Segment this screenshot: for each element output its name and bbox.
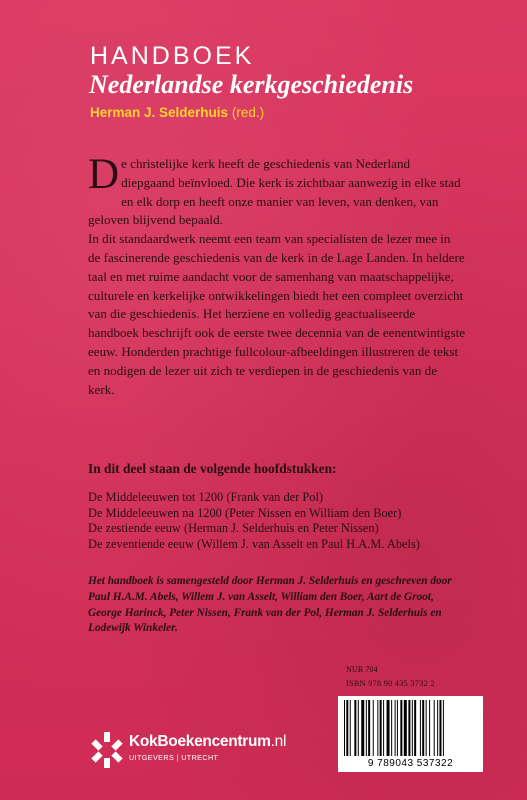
chapter-item: De zestiende eeuw (Herman J. Selderhuis en Peter Nissen) — [88, 521, 379, 536]
intro-paragraph-1-text: e christelijke kerk heeft de geschiedenis van Nederland diepgaand beïnvloed. Die kerk is zichtbaar aanwezig in elke stad en elk dorp en heeft onze manier van leven, van denken, van geloven blijvend bepaald. — [88, 156, 461, 228]
nur-code: NUR 704 — [346, 665, 378, 674]
authors-note: Het handboek is samengesteld door Herman J. Selderhuis en geschreven door Paul H.A.M. Abels, Willem J. van Asselt, William den Boer, Aart de Groot, George Harinck, Peter Nissen, Frank van der Pol, Herman J. Selderhuis en Lodewijk Winkeler. — [88, 575, 452, 635]
chapter-item: De Middeleeuwen tot 1200 (Frank van der Pol) — [88, 490, 324, 504]
chapters-heading: In dit deel staan de volgende hoofdstukken: — [88, 461, 337, 476]
barcode-label — [338, 696, 483, 772]
publisher-tagline: UITGEVERS | UTRECHT — [129, 753, 219, 762]
drop-cap: D — [88, 151, 120, 198]
barcode-image — [344, 700, 477, 756]
intro-paragraph-1 — [88, 151, 466, 230]
book-title: Nederlandse kerkgeschiedenis — [89, 70, 414, 99]
publisher-name: KokBoekencentrum.nl — [129, 733, 287, 750]
editor-line — [90, 105, 264, 120]
chapter-item: De zeventiende eeuw (Willem J. van Asselt en Paul H.A.M. Abels) — [88, 537, 420, 552]
intro-paragraph-2: In dit standaardwerk neemt een team van specialisten de lezer mee in de fascinerende geschiedenis van de kerk in de Lage Landen. In heldere taal en met ruime aandacht voor de samenhang van maatschappelijke, culturele en kerkelijke ontwikkelingen biedt het een compleet overzicht van die geschiedenis. Het herziene en volledig geactualiseerde handboek beschrijft ook de eerste twee decennia van de eenentwintigste eeuw. Honderden prachtige fullcolour-afbeeldingen illustreren de tekst en nodigen de lezer uit zich te verdiepen in de geschiedenis van de kerk. — [88, 231, 466, 397]
isbn-code: ISBN 978 90 435 3732 2 — [346, 679, 435, 688]
series-label: HANDBOEK — [90, 42, 255, 70]
star-cross-icon — [90, 730, 124, 770]
editor-name: Herman J. Selderhuis — [90, 105, 229, 120]
barcode-number: 9 789043 537322 — [367, 758, 454, 769]
chapter-item: De Middeleeuwen na 1200 (Peter Nissen en William den Boer) — [88, 505, 402, 520]
chapter-list — [88, 490, 420, 553]
editor-role: (red.) — [231, 105, 265, 120]
intro-text — [88, 151, 466, 399]
